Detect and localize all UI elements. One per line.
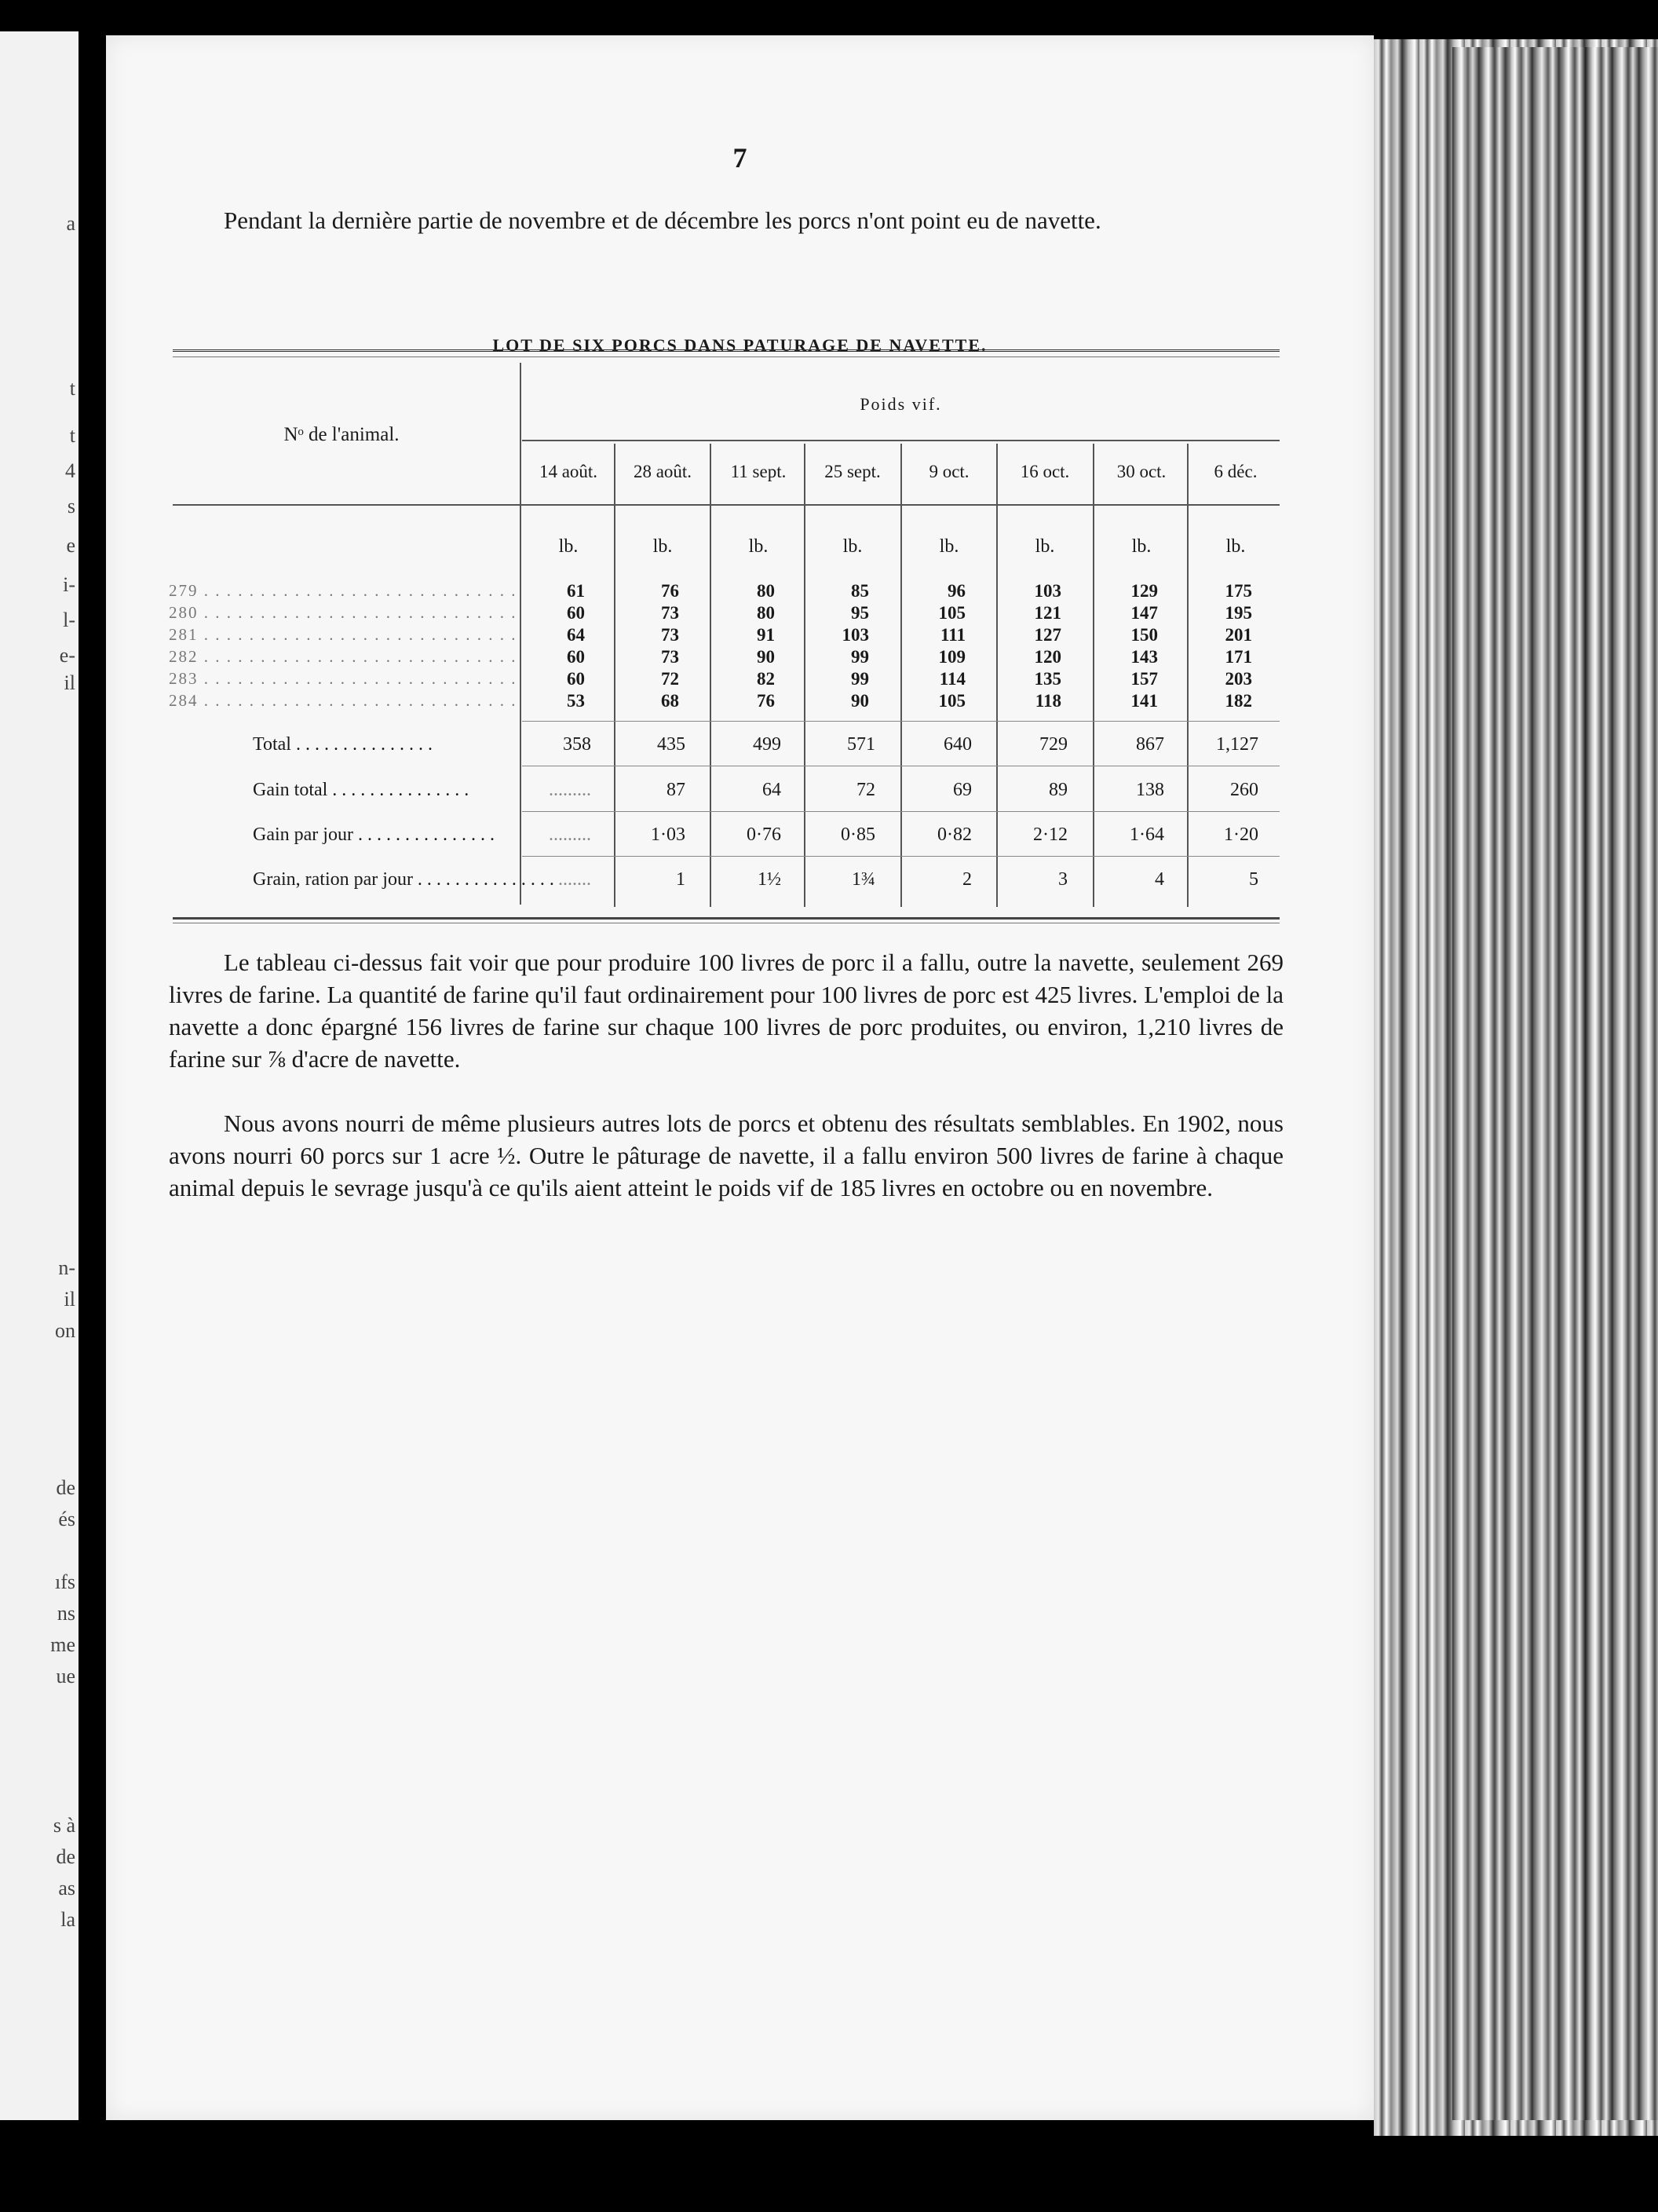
summary-value: 5	[1249, 869, 1258, 890]
weight-value: 53	[567, 691, 585, 711]
summary-label: Grain, ration par jour . . . . . . . . . . . . . . .	[253, 869, 554, 890]
weight-value: 96	[948, 581, 966, 601]
weight-value: 127	[1034, 625, 1061, 645]
date-column-header: 11 sept.	[730, 462, 787, 481]
summary-value: 1½	[758, 869, 781, 890]
weight-value: 91	[757, 625, 775, 645]
margin-fragment: l-	[63, 609, 75, 631]
weight-value: 150	[1130, 625, 1158, 645]
poids-underline	[522, 440, 1280, 441]
summary-label: Total . . . . . . . . . . . . . . .	[253, 734, 433, 755]
weight-value: 64	[567, 625, 585, 645]
column-divider	[1187, 444, 1189, 907]
margin-fragment: ue	[56, 1665, 75, 1687]
weight-value: 82	[757, 669, 775, 689]
summary-row-rule	[522, 811, 1280, 812]
intro-paragraph: Pendant la dernière partie de novembre et de décembre les porcs n'ont point eu de navette.	[224, 207, 1101, 234]
weight-value: 99	[851, 669, 869, 689]
animal-number: 280 . . . . . . . . . . . . . . . . . . . . . . . . . . . .	[169, 603, 517, 622]
weight-value: 73	[661, 603, 679, 623]
unit-label: lb.	[1035, 536, 1055, 557]
weight-value: 80	[757, 581, 775, 601]
summary-value: 499	[753, 734, 781, 755]
animal-number: 279 . . . . . . . . . . . . . . . . . . . . . . . . . . . .	[169, 581, 517, 600]
weight-value: 157	[1130, 669, 1158, 689]
summary-value: 138	[1136, 780, 1164, 800]
date-column-header: 14 août.	[539, 462, 598, 481]
summary-value: 640	[944, 734, 972, 755]
weight-value: 109	[938, 647, 966, 667]
margin-fragment: la	[60, 1908, 75, 1931]
weight-value: 60	[567, 603, 585, 623]
margin-fragment: de	[56, 1845, 75, 1868]
weight-value: 90	[851, 691, 869, 711]
weight-value: 103	[1034, 581, 1061, 601]
date-column-header: 28 août.	[633, 462, 692, 481]
margin-fragment: i-	[63, 573, 75, 596]
column-divider	[996, 444, 998, 907]
summary-value: 89	[1049, 780, 1068, 800]
margin-fragment: ns	[57, 1602, 75, 1625]
weight-value: 90	[757, 647, 775, 667]
date-column-header: 9 oct.	[929, 462, 970, 481]
summary-value: 0·85	[841, 824, 875, 845]
weight-value: 141	[1130, 691, 1158, 711]
margin-fragment: il	[64, 1288, 75, 1311]
margin-fragment: e	[66, 534, 75, 557]
weight-value: 76	[757, 691, 775, 711]
weight-value: 203	[1225, 669, 1252, 689]
unit-label: lb.	[1225, 536, 1246, 557]
summary-value: 1,127	[1216, 734, 1258, 755]
margin-fragment: e-	[59, 644, 75, 667]
weight-value: 76	[661, 581, 679, 601]
weight-value: 73	[661, 625, 679, 645]
summary-value: 1·20	[1224, 824, 1258, 845]
summary-value: 571	[847, 734, 875, 755]
page-stack-edge-inner	[1452, 47, 1658, 2120]
unit-label: lb.	[748, 536, 769, 557]
column-divider	[710, 444, 711, 907]
weight-value: 99	[851, 647, 869, 667]
summary-value: 87	[666, 780, 685, 800]
margin-fragment: t	[69, 377, 75, 400]
summary-value: 0·82	[937, 824, 972, 845]
unit-label: lb.	[842, 536, 863, 557]
weight-value: 182	[1225, 691, 1252, 711]
weight-value: 129	[1130, 581, 1158, 601]
weight-value: 143	[1130, 647, 1158, 667]
unit-label: lb.	[939, 536, 959, 557]
weight-value: 85	[851, 581, 869, 601]
summary-value: 69	[953, 780, 972, 800]
weight-value: 61	[567, 581, 585, 601]
header-underline	[173, 504, 1280, 506]
additional-results-paragraph: Nous avons nourri de même plusieurs autres lots de porcs et obtenu des résultats semblables. En 1902, nous avons nourri 60 porcs sur 1 acre ½. Outre le pâturage de navette, il a fallu environ 500 livres de farine à chaque animal depuis le sevrage jusqu'à ce qu'ils aient atteint le poids vif de 185 livres en octobre ou en novembre.	[169, 1110, 1284, 1201]
empty-cell-dots: .........	[549, 780, 591, 800]
column-divider	[804, 444, 805, 907]
previous-page-edge	[0, 31, 79, 2120]
animal-number: 284 . . . . . . . . . . . . . . . . . . . . . . . . . . . .	[169, 691, 517, 710]
weight-value: 111	[940, 625, 966, 645]
weight-value: 95	[851, 603, 869, 623]
result-paragraph: Le tableau ci-dessus fait voir que pour produire 100 livres de porc il a fallu, outre la navette, seulement 269 livres de farine. La quantité de farine qu'il faut ordinairement pour 100 livres de porc est 425 livres. L'emploi de la navette a donc épargné 156 livres de farine sur chaque 100 livres de porc produites, ou environ, 1,210 livres de farine sur ⅞ d'acre de navette.	[169, 949, 1284, 1073]
weight-value: 68	[661, 691, 679, 711]
margin-fragment: on	[55, 1319, 75, 1342]
summary-value: 1¾	[852, 869, 875, 890]
weight-value: 105	[938, 603, 966, 623]
summary-value: 3	[1058, 869, 1068, 890]
margin-fragment: n-	[58, 1256, 75, 1279]
margin-fragment: a	[66, 212, 75, 235]
summary-row-rule	[522, 856, 1280, 857]
weight-value: 171	[1225, 647, 1252, 667]
table-bottom-rule	[173, 917, 1280, 923]
margin-fragment: s à	[53, 1814, 75, 1837]
weight-value: 114	[939, 669, 966, 689]
weight-value: 195	[1225, 603, 1252, 623]
margin-fragment: és	[58, 1508, 75, 1530]
unit-label: lb.	[558, 536, 579, 557]
document-page	[106, 35, 1374, 2120]
animal-number: 281 . . . . . . . . . . . . . . . . . . . . . . . . . . . .	[169, 625, 517, 644]
summary-value: 358	[563, 734, 591, 755]
weight-value: 103	[842, 625, 869, 645]
date-column-header: 6 déc.	[1214, 462, 1258, 481]
margin-fragment: s	[67, 495, 75, 517]
total-top-rule	[522, 721, 1280, 722]
table-title: LOT DE SIX PORCS DANS PATURAGE DE NAVETTE.	[492, 335, 988, 355]
column-divider	[614, 444, 615, 907]
summary-value: 435	[657, 734, 685, 755]
summary-value: 1	[676, 869, 685, 890]
weight-value: 120	[1034, 647, 1061, 667]
weight-value: 60	[567, 669, 585, 689]
page-number: 7	[732, 142, 747, 174]
column-divider	[900, 444, 902, 907]
margin-fragment: il	[64, 671, 75, 694]
unit-label: lb.	[1131, 536, 1152, 557]
animal-number-header: Nᵒ de l'animal.	[283, 424, 400, 445]
summary-value: 260	[1230, 780, 1258, 800]
weight-value: 105	[938, 691, 966, 711]
margin-fragment: as	[58, 1877, 75, 1899]
summary-label: Gain par jour . . . . . . . . . . . . . . .	[253, 824, 495, 845]
summary-value: 1·03	[651, 824, 685, 845]
summary-value: 2·12	[1033, 824, 1068, 845]
weight-value: 72	[661, 669, 679, 689]
poids-vif-header: Poids vif.	[860, 394, 942, 414]
empty-cell-dots: .........	[549, 824, 591, 845]
margin-fragment: de	[56, 1476, 75, 1499]
animal-number: 282 . . . . . . . . . . . . . . . . . . . . . . . . . . . .	[169, 647, 517, 666]
margin-fragment: t	[69, 424, 75, 447]
animal-number: 283 . . . . . . . . . . . . . . . . . . . . . . . . . . . .	[169, 669, 517, 688]
margin-fragment: me	[50, 1633, 75, 1656]
summary-value: 4	[1155, 869, 1164, 890]
weight-value: 147	[1130, 603, 1158, 623]
weight-value: 201	[1225, 625, 1252, 645]
summary-value: 1·64	[1130, 824, 1164, 845]
date-column-header: 16 oct.	[1020, 462, 1070, 481]
summary-value: 64	[762, 780, 781, 800]
weight-value: 121	[1034, 603, 1061, 623]
margin-fragment: ıfs	[55, 1570, 75, 1593]
weight-value: 118	[1035, 691, 1061, 711]
weight-value: 60	[567, 647, 585, 667]
summary-value: 867	[1136, 734, 1164, 755]
unit-label: lb.	[652, 536, 673, 557]
summary-value: 729	[1039, 734, 1068, 755]
column-divider	[520, 363, 521, 905]
empty-cell-dots: .......	[558, 869, 591, 890]
date-column-header: 25 sept.	[824, 462, 881, 481]
summary-value: 2	[962, 869, 972, 890]
weight-value: 175	[1225, 581, 1252, 601]
summary-value: 0·76	[747, 824, 781, 845]
weight-value: 135	[1034, 669, 1061, 689]
summary-value: 72	[856, 780, 875, 800]
weight-value: 73	[661, 647, 679, 667]
margin-fragment: 4	[65, 459, 75, 482]
table-top-rule	[173, 349, 1280, 357]
date-column-header: 30 oct.	[1116, 462, 1167, 481]
summary-label: Gain total . . . . . . . . . . . . . . .	[253, 780, 469, 800]
weight-value: 80	[757, 603, 775, 623]
column-divider	[1093, 444, 1094, 907]
